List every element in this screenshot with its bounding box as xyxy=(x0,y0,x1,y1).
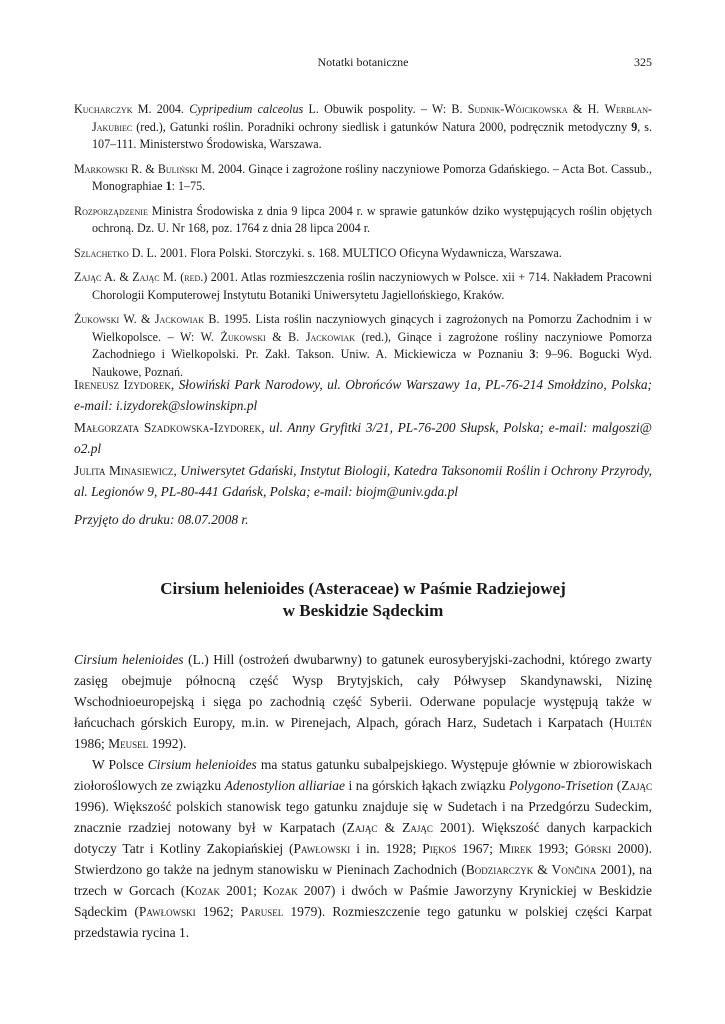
citation-author: Kozak xyxy=(185,883,221,898)
running-head-title: Notatki botaniczne xyxy=(317,55,409,69)
author-entry xyxy=(74,418,652,459)
reference-text: Atlas rozmieszczenia roślin naczyniowych w Polsce. xii + 714. Nakładem Pracowni Chorologii Komputerowej Instytutu Botaniki Uniwersytetu Jagiellońskiego, Kraków. xyxy=(92,270,652,302)
paragraph-text: (L.) Hill (ostrożeń dwubarwny) to gatunek eurosyberyjski-zachodni, którego zwarty zasięg obejmuje północną część Wysp Brytyjskich, cały Półwysep Skandynawski, Nizinę Wschodnioeuropejską i sięga po zachodnią część Syberii. Oderwane populacje występują także w łańcuchach górskich Europy, m.in. w Pirenejach, Alpach, górach Harz, Sudetach i Karpatach ( xyxy=(74,652,652,730)
author-affiliations xyxy=(74,375,652,533)
reference-entry xyxy=(74,269,652,304)
paragraph-text: 2007) i dwóch w Paśmie Jaworzyny Krynickiej w Beskidzie Sądeckim ( xyxy=(74,883,652,919)
author-entry xyxy=(74,375,652,416)
reference-entry xyxy=(74,161,652,196)
reference-author: Rozporządzenie xyxy=(74,203,148,218)
reference-entry xyxy=(74,203,652,238)
citation-author: Piękoś xyxy=(422,841,457,856)
plant-alliance: Polygono-Trisetion xyxy=(509,778,614,793)
paragraph-text: 1967; xyxy=(456,841,499,856)
article-title-line: Cirsium helenioides (Asteraceae) w Paśmie Radziejowej xyxy=(160,579,566,598)
reference-text: (red.), Ginące i zagrożone rośliny naczyniowe Pomorza Zachodniego i Wielkopolski. Pr. Zakł. Takson. Uniw. A. Mickiewicza w Poznaniu xyxy=(92,329,652,361)
acceptance-date: Przyjęto do druku: 08.07.2008 r. xyxy=(74,512,249,527)
reference-author: Zając A. & Zając M. (red.) 2001. xyxy=(74,270,238,284)
article-body xyxy=(74,649,652,943)
paragraph-text: 1986; xyxy=(74,736,109,751)
species-name: Cirsium helenioides xyxy=(74,652,184,667)
citation-author: Mirek xyxy=(498,841,532,856)
running-head xyxy=(74,55,652,73)
author-name: Ireneusz Izydorek xyxy=(74,377,171,392)
reference-text: & B. xyxy=(265,329,306,344)
paragraph-text: 1992). xyxy=(148,736,187,751)
reference-text: (red.), Gatunki roślin. Poradniki ochrony siedlisk i gatunków Natura 2000, podręcznik metodyczny xyxy=(132,119,632,134)
page-number: 325 xyxy=(634,55,652,69)
reference-text: Ministra Środowiska z dnia 9 lipca 2004 r. w sprawie gatunków dziko występujących roślin objętych ochroną. Dz. U. Nr 168, poz. 1764 z dnia 28 lipca 2004 r. xyxy=(92,203,652,235)
reference-title: Cypripedium calceolus xyxy=(189,102,304,116)
citation-author: Zając xyxy=(621,778,652,793)
reference-text: Lista roślin naczyniowych ginących i zagrożonych na Pomorzu Zachodnim i w Wielkopolsce. – W: W. xyxy=(92,312,652,344)
paragraph-text: i na górskich łąkach związku xyxy=(345,778,510,793)
author-affiliation: , Słowiński Park Narodowy, ul. Obrońców Warszawy 1a, PL-76-214 Smołdzino, Polska; e-mail: i.izydorek@slowinskipn.pl xyxy=(74,377,652,413)
body-paragraph xyxy=(74,754,652,943)
reference-text: & H. xyxy=(567,102,605,116)
citation-author: Meusel xyxy=(108,736,149,751)
citation-author: Parusel xyxy=(240,904,284,919)
citation-author: Górski xyxy=(574,841,612,856)
paragraph-text: 1993; xyxy=(531,841,575,856)
reference-list xyxy=(74,101,652,388)
paragraph-text: 1962; xyxy=(195,904,241,919)
reference-author: Żukowski W. & Jackowiak B. 1995. xyxy=(74,312,252,326)
paragraph-text: 2001). Większość danych karpackich dotyczy Tatr i Kotliny Zakopiańskiej ( xyxy=(74,820,652,856)
species-name: Cirsium helenioides xyxy=(147,757,257,772)
plant-alliance: Adenostylion alliariae xyxy=(224,778,346,793)
reference-text: Flora Polski. Storczyki. s. 168. MULTICO Oficyna Wydawnicza, Warszawa. xyxy=(187,245,562,260)
reference-editor: Jackowiak xyxy=(305,329,355,344)
reference-entry xyxy=(74,245,652,263)
author-affiliation: , ul. Anny Gryfitki 3/21, PL-76-200 Słupsk, Polska; e-mail: malgoszi@ o2.pl xyxy=(74,420,653,456)
reference-text: , s. 107–111. Ministerstwo Środowiska, Warszawa. xyxy=(92,119,653,151)
citation-author: Hultén xyxy=(613,715,652,730)
author-name: Małgorzata Szadkowska-Izydorek xyxy=(74,420,262,435)
reference-text: Ginące i zagrożone rośliny naczyniowe Pomorza Gdańskiego. – Acta Bot. Cassub., Monographiae xyxy=(92,161,652,193)
author-name: Julita Minasiewicz xyxy=(74,463,174,478)
citation-author: Kozak xyxy=(263,883,298,898)
paragraph-text: 2000). Stwierdzono go także na jednym stanowisku w Pieninach Zachodnich ( xyxy=(74,841,652,877)
reference-author: Markowski R. & Buliński M. 2004. xyxy=(74,161,246,176)
paragraph-text: 2001; xyxy=(220,883,264,898)
reference-volume: 3 xyxy=(529,347,536,361)
body-paragraph xyxy=(74,649,652,754)
reference-editor: Werblan-Jakubiec xyxy=(92,102,653,134)
paragraph-text: 1979). Rozmieszczenie tego gatunku w polskiej części Karpat przedstawia rycina 1. xyxy=(74,904,652,940)
paragraph-text: ma status gatunku subalpejskiego. Występuje głównie w zbiorowiskach ziołoroślowych ze związku xyxy=(74,757,653,793)
article-title-line: w Beskidzie Sądeckim xyxy=(282,601,444,620)
reference-text: : 9–96. Bogucki Wyd. Naukowe, Poznań. xyxy=(92,347,652,379)
reference-entry xyxy=(74,101,652,154)
reference-entry xyxy=(74,311,652,381)
author-entry xyxy=(74,461,652,502)
reference-text: : 1–75. xyxy=(171,179,206,193)
reference-text: L. Obuwik pospolity. – W: B. xyxy=(303,102,468,116)
reference-editor: Sudnik-Wójcikowska xyxy=(467,102,568,116)
reference-volume: 9 xyxy=(631,119,638,134)
citation-author: Pawłowski xyxy=(138,904,196,919)
author-affiliation: , Uniwersytet Gdański, Instytut Biologii, Katedra Taksonomii Roślin i Ochrony Przyrody, al. Legionów 9, PL-80-441 Gdańsk, Polska; e-mail: biojm@univ.gda.pl xyxy=(74,463,652,499)
article-title xyxy=(74,578,652,622)
paragraph-text: ( xyxy=(613,778,622,793)
paragraph-text: i in. 1928; xyxy=(350,841,423,856)
citation-author: Pawłowski xyxy=(293,841,351,856)
reference-volume: 1 xyxy=(165,179,172,193)
paragraph-text: W Polsce xyxy=(92,757,148,772)
citation-author: Zając & Zając xyxy=(346,820,433,835)
reference-author: Szlachetko D. L. 2001. xyxy=(74,245,188,260)
reference-editor: Żukowski xyxy=(220,329,266,344)
paragraph-text: 2001), na trzech w Gorcach ( xyxy=(74,862,652,898)
citation-author: Bodziarczyk & Vončina xyxy=(465,862,597,877)
reference-author: Kucharczyk M. 2004. xyxy=(74,102,184,116)
paragraph-text: 1996). Większość polskich stanowisk tego gatunku znajduje się w Sudetach i na Przedgórzu Sudeckim, znacznie rzadziej notowany był w Karpatach ( xyxy=(74,799,652,835)
